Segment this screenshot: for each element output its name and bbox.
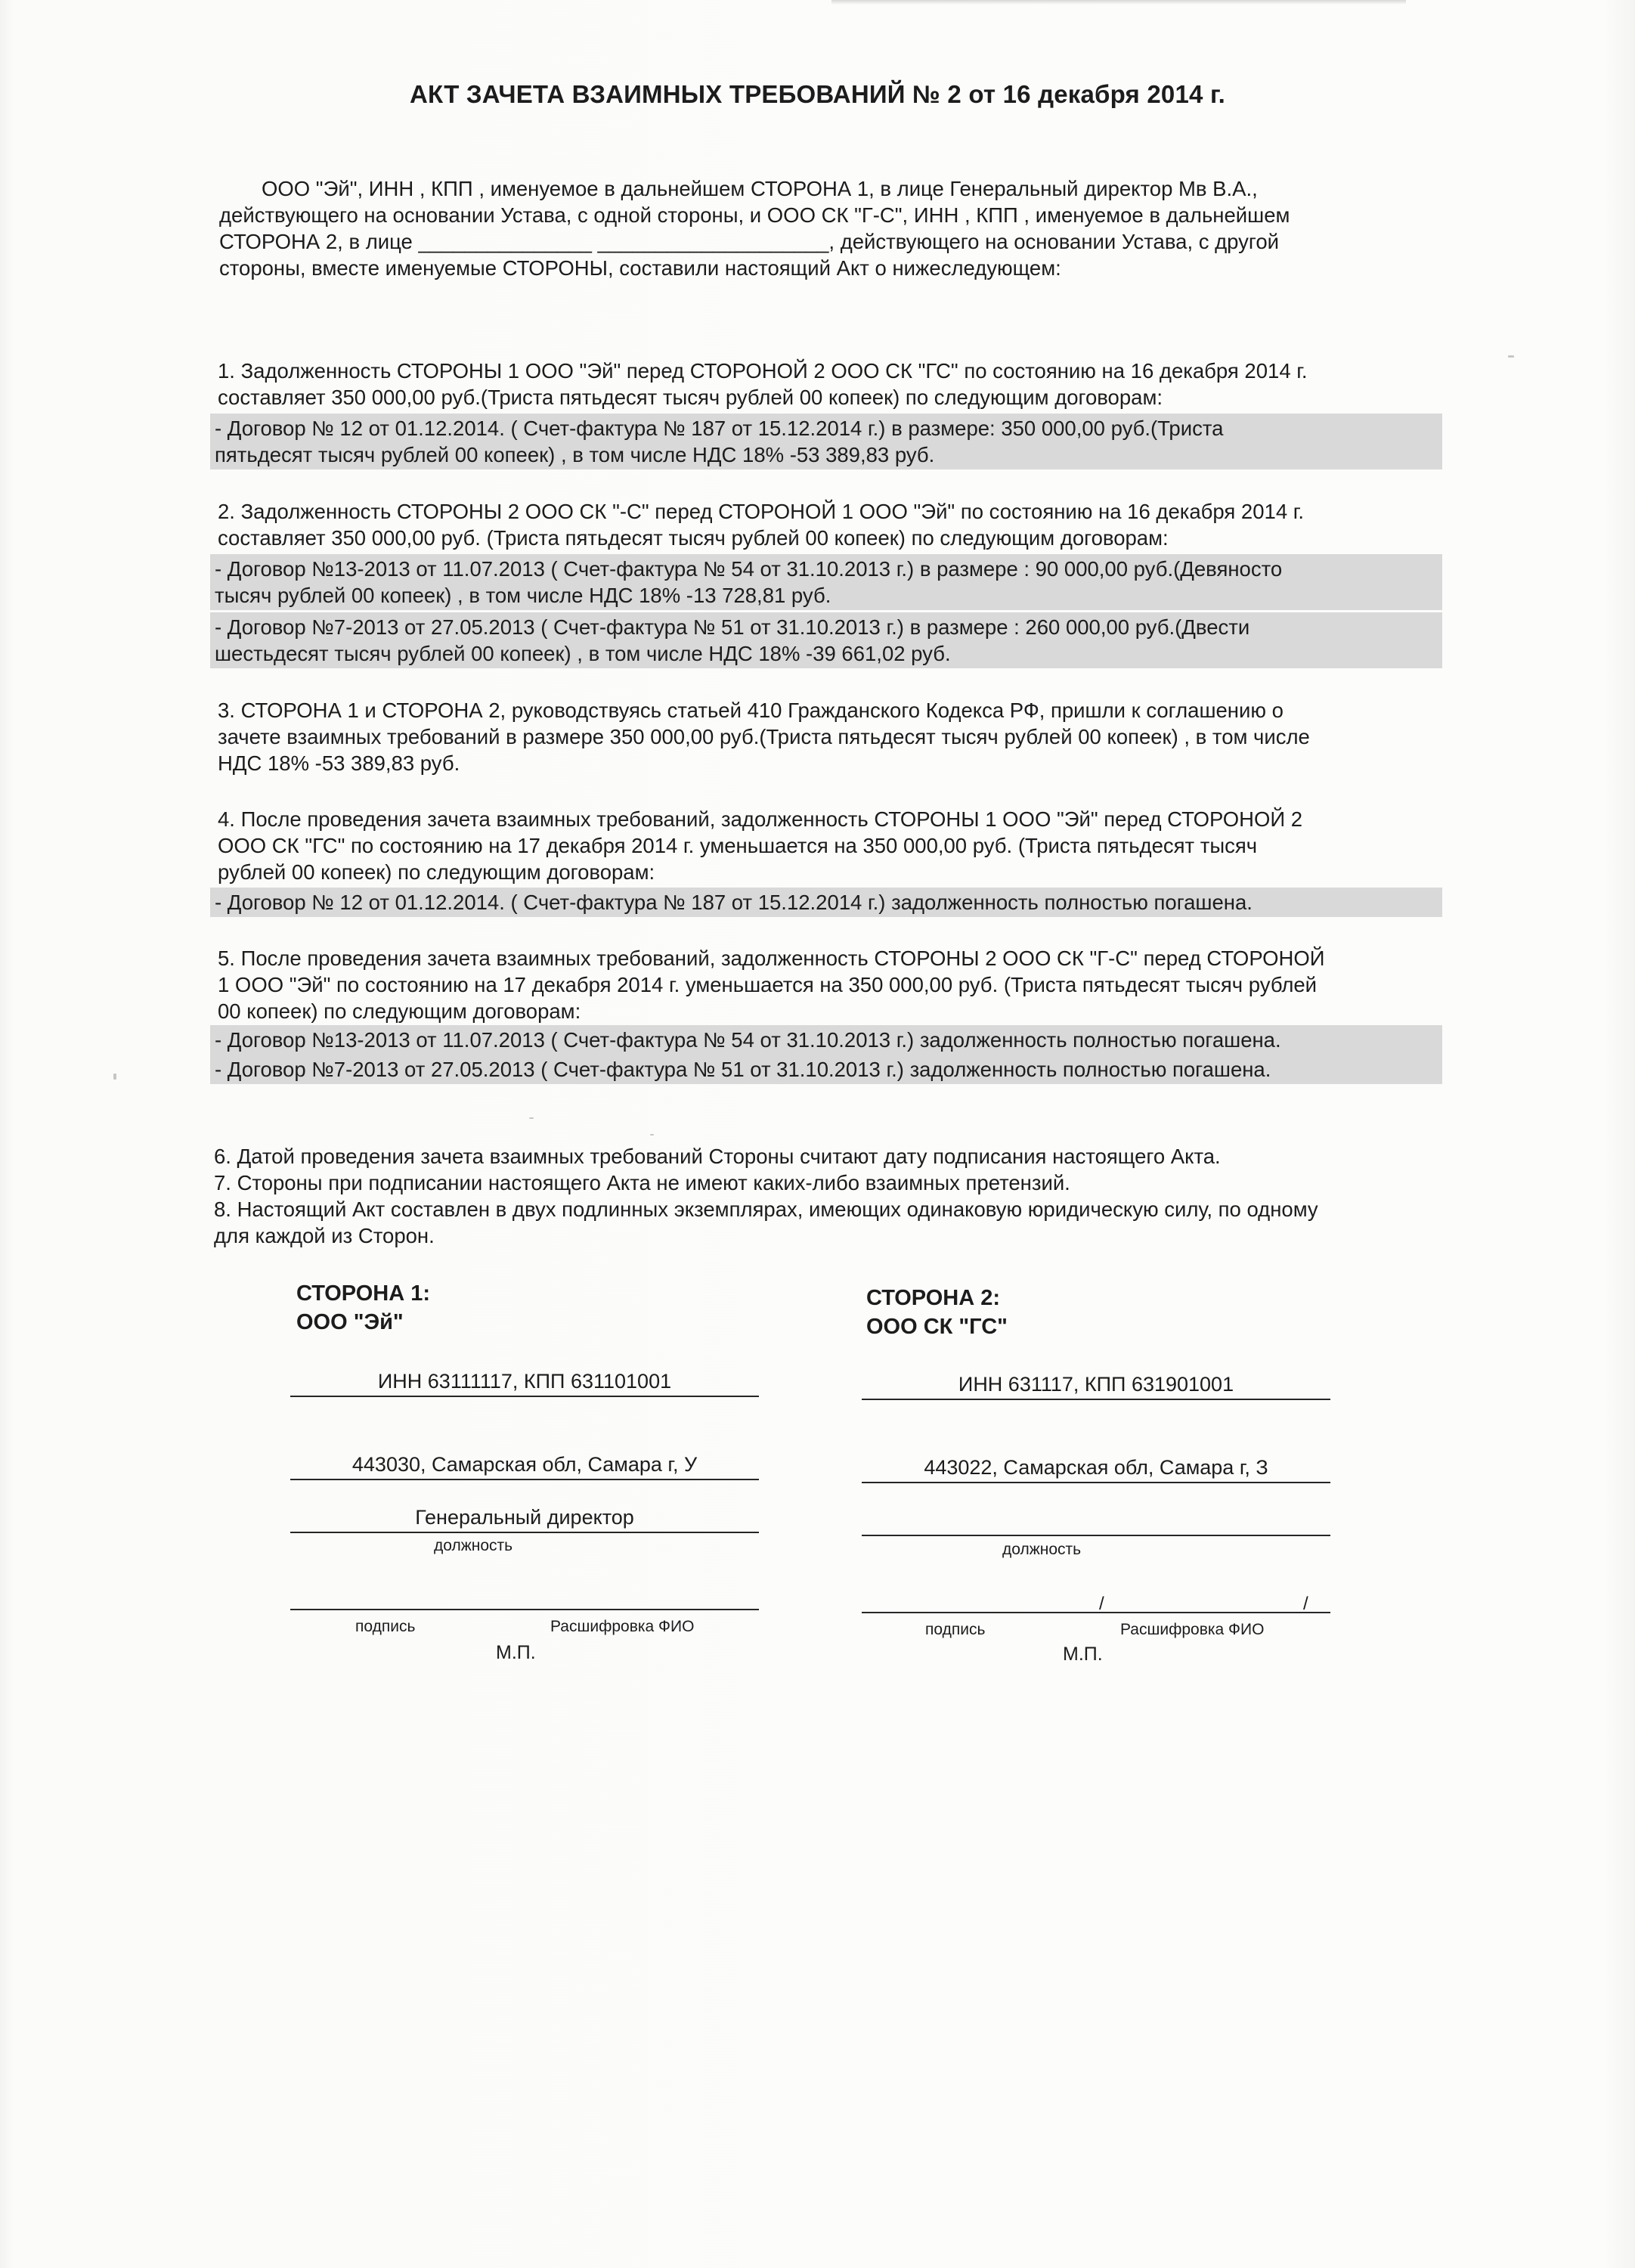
contract-item-line: - Договор №13-2013 от 11.07.2013 ( Счет-фактура № 54 от 31.10.2013 г.) задолженность полностью погашена. bbox=[215, 1028, 1281, 1052]
contract-item-highlight bbox=[210, 888, 1442, 917]
party2-signature-label: подпись bbox=[925, 1621, 986, 1638]
intro-line: стороны, вместе именуемые СТОРОНЫ, составили настоящий Акт о нижеследующем: bbox=[219, 256, 1061, 280]
clause-line: 4. После проведения зачета взаимных требований, задолженность СТОРОНЫ 1 ООО "Эй" перед СТОРОНОЙ 2 bbox=[218, 807, 1303, 831]
party1-heading: СТОРОНА 1: bbox=[296, 1281, 431, 1306]
party2-fio-label: Расшифровка ФИО bbox=[1120, 1621, 1265, 1638]
contract-item-highlight bbox=[210, 554, 1442, 610]
party2-signature-slash: / bbox=[1303, 1594, 1308, 1614]
contract-item-highlight bbox=[210, 414, 1442, 469]
contract-item-line: - Договор №7-2013 от 27.05.2013 ( Счет-фактура № 51 от 31.10.2013 г.) в размере : 260 000,00 руб.(Двести bbox=[215, 615, 1250, 639]
clause-line: 3. СТОРОНА 1 и СТОРОНА 2, руководствуясь статьей 410 Гражданского Кодекса РФ, пришли к соглашению о bbox=[218, 699, 1284, 722]
clause-2 bbox=[218, 498, 1442, 551]
contract-item-line: шестьдесят тысяч рублей 00 копеек) , в том числе НДС 18% -39 661,02 руб. bbox=[215, 642, 951, 665]
party2-inn-kpp: ИНН 631117, КПП 631901001 bbox=[862, 1371, 1330, 1400]
contract-item-highlight bbox=[210, 612, 1442, 668]
party1-stamp: М.П. bbox=[496, 1642, 536, 1663]
contract-item-highlight bbox=[210, 1055, 1442, 1084]
party2-stamp: М.П. bbox=[1063, 1644, 1103, 1665]
clause-line: 1. Задолженность СТОРОНЫ 1 ООО "Эй" перед СТОРОНОЙ 2 ООО СК "ГС" по состоянию на 16 декабря 2014 г. bbox=[218, 359, 1308, 383]
scan-speck bbox=[113, 1074, 116, 1080]
final-clauses bbox=[214, 1143, 1438, 1249]
party2-name: ООО СК "ГС" bbox=[866, 1315, 1008, 1339]
scan-edge-shadow bbox=[831, 0, 1406, 5]
party1-signature-line bbox=[290, 1582, 759, 1610]
intro-line: ООО "Эй", ИНН , КПП , именуемое в дальнейшем СТОРОНА 1, в лице Генеральный директор Мв В.А., bbox=[262, 177, 1258, 200]
party2-signature-line bbox=[862, 1585, 1330, 1613]
contract-item-line: - Договор № 12 от 01.12.2014. ( Счет-фактура № 187 от 15.12.2014 г.) задолженность полностью погашена. bbox=[215, 891, 1253, 914]
clause-line: 2. Задолженность СТОРОНЫ 2 ООО СК "-С" перед СТОРОНОЙ 1 ООО "Эй" по состоянию на 16 декабря 2014 г. bbox=[218, 500, 1305, 523]
clause-line: зачете взаимных требований в размере 350 000,00 руб.(Триста пятьдесят тысяч рублей 00 копеек) , в том числе bbox=[218, 725, 1310, 748]
intro-paragraph bbox=[219, 175, 1444, 281]
document-title: АКТ ЗАЧЕТА ВЗАИМНЫХ ТРЕБОВАНИЙ № 2 от 16 декабря 2014 г. bbox=[410, 80, 1225, 108]
scan-speck bbox=[1508, 355, 1514, 358]
contract-item-line: - Договор №13-2013 от 11.07.2013 ( Счет-фактура № 54 от 31.10.2013 г.) в размере : 90 000,00 руб.(Девяносто bbox=[215, 557, 1283, 581]
intro-line: СТОРОНА 2, в лице _______________ ____________________, действующего на основании Устава, с другой bbox=[219, 230, 1279, 253]
clause-line: 6. Датой проведения зачета взаимных требований Стороны считают дату подписания настоящего Акта. bbox=[214, 1145, 1221, 1168]
clause-line: 5. После проведения зачета взаимных требований, задолженность СТОРОНЫ 2 ООО СК "Г-С" перед СТОРОНОЙ bbox=[218, 947, 1325, 970]
party1-signature-label: подпись bbox=[355, 1618, 416, 1635]
clause-line: 8. Настоящий Акт составлен в двух подлинных экземплярах, имеющих одинаковую юридическую силу, по одному bbox=[214, 1198, 1318, 1221]
intro-line: действующего на основании Устава, с одной стороны, и ООО СК "Г-С", ИНН , КПП , именуемое в дальнейшем bbox=[219, 203, 1290, 227]
party2-signature-block bbox=[862, 1284, 1330, 1677]
contract-item-highlight bbox=[210, 1025, 1442, 1055]
party2-signature-slash: / bbox=[1099, 1594, 1104, 1614]
party1-signature-block bbox=[290, 1279, 759, 1672]
clause-line: НДС 18% -53 389,83 руб. bbox=[218, 751, 460, 775]
clause-line: составляет 350 000,00 руб.(Триста пятьдесят тысяч рублей 00 копеек) по следующим договорам: bbox=[218, 386, 1163, 409]
scan-speck bbox=[529, 1117, 534, 1119]
clause-1 bbox=[218, 358, 1442, 411]
clause-line: 00 копеек) по следующим договорам: bbox=[218, 999, 581, 1023]
clause-3 bbox=[218, 697, 1442, 776]
party2-heading: СТОРОНА 2: bbox=[866, 1286, 1001, 1310]
party2-address: 443022, Самарская обл, Самара г, З bbox=[862, 1455, 1330, 1483]
clause-line: составляет 350 000,00 руб. (Триста пятьдесят тысяч рублей 00 копеек) по следующим договорам: bbox=[218, 526, 1169, 550]
party2-position bbox=[862, 1507, 1330, 1536]
clause-line: рублей 00 копеек) по следующим договорам: bbox=[218, 860, 655, 884]
party1-position-label: должность bbox=[434, 1537, 513, 1554]
contract-item-line: - Договор №7-2013 от 27.05.2013 ( Счет-фактура № 51 от 31.10.2013 г.) задолженность полностью погашена. bbox=[215, 1058, 1271, 1081]
clause-line: 7. Стороны при подписании настоящего Акта не имеют каких-либо взаимных претензий. bbox=[214, 1171, 1070, 1194]
party1-inn-kpp: ИНН 63111117, КПП 631101001 bbox=[290, 1368, 759, 1397]
contract-item-line: тысяч рублей 00 копеек) , в том числе НДС 18% -13 728,81 руб. bbox=[215, 584, 831, 607]
clause-4 bbox=[218, 806, 1442, 885]
clause-line: для каждой из Сторон. bbox=[214, 1224, 435, 1247]
party1-fio-label: Расшифровка ФИО bbox=[550, 1618, 695, 1635]
scan-speck bbox=[650, 1134, 654, 1136]
party1-address: 443030, Самарская обл, Самара г, У bbox=[290, 1452, 759, 1480]
party1-name: ООО "Эй" bbox=[296, 1310, 404, 1334]
contract-item-line: пятьдесят тысяч рублей 00 копеек) , в том числе НДС 18% -53 389,83 руб. bbox=[215, 443, 935, 466]
party2-position-label: должность bbox=[1002, 1541, 1082, 1558]
clause-line: ООО СК "ГС" по состоянию на 17 декабря 2014 г. уменьшается на 350 000,00 руб. (Триста пятьдесят тысяч bbox=[218, 834, 1258, 857]
contract-item-line: - Договор № 12 от 01.12.2014. ( Счет-фактура № 187 от 15.12.2014 г.) в размере: 350 000,00 руб.(Триста bbox=[215, 417, 1224, 440]
clause-line: 1 ООО "Эй" по состоянию на 17 декабря 2014 г. уменьшается на 350 000,00 руб. (Триста пятьдесят тысяч рублей bbox=[218, 973, 1318, 996]
clause-5 bbox=[218, 945, 1442, 1024]
party1-position: Генеральный директор bbox=[290, 1504, 759, 1533]
